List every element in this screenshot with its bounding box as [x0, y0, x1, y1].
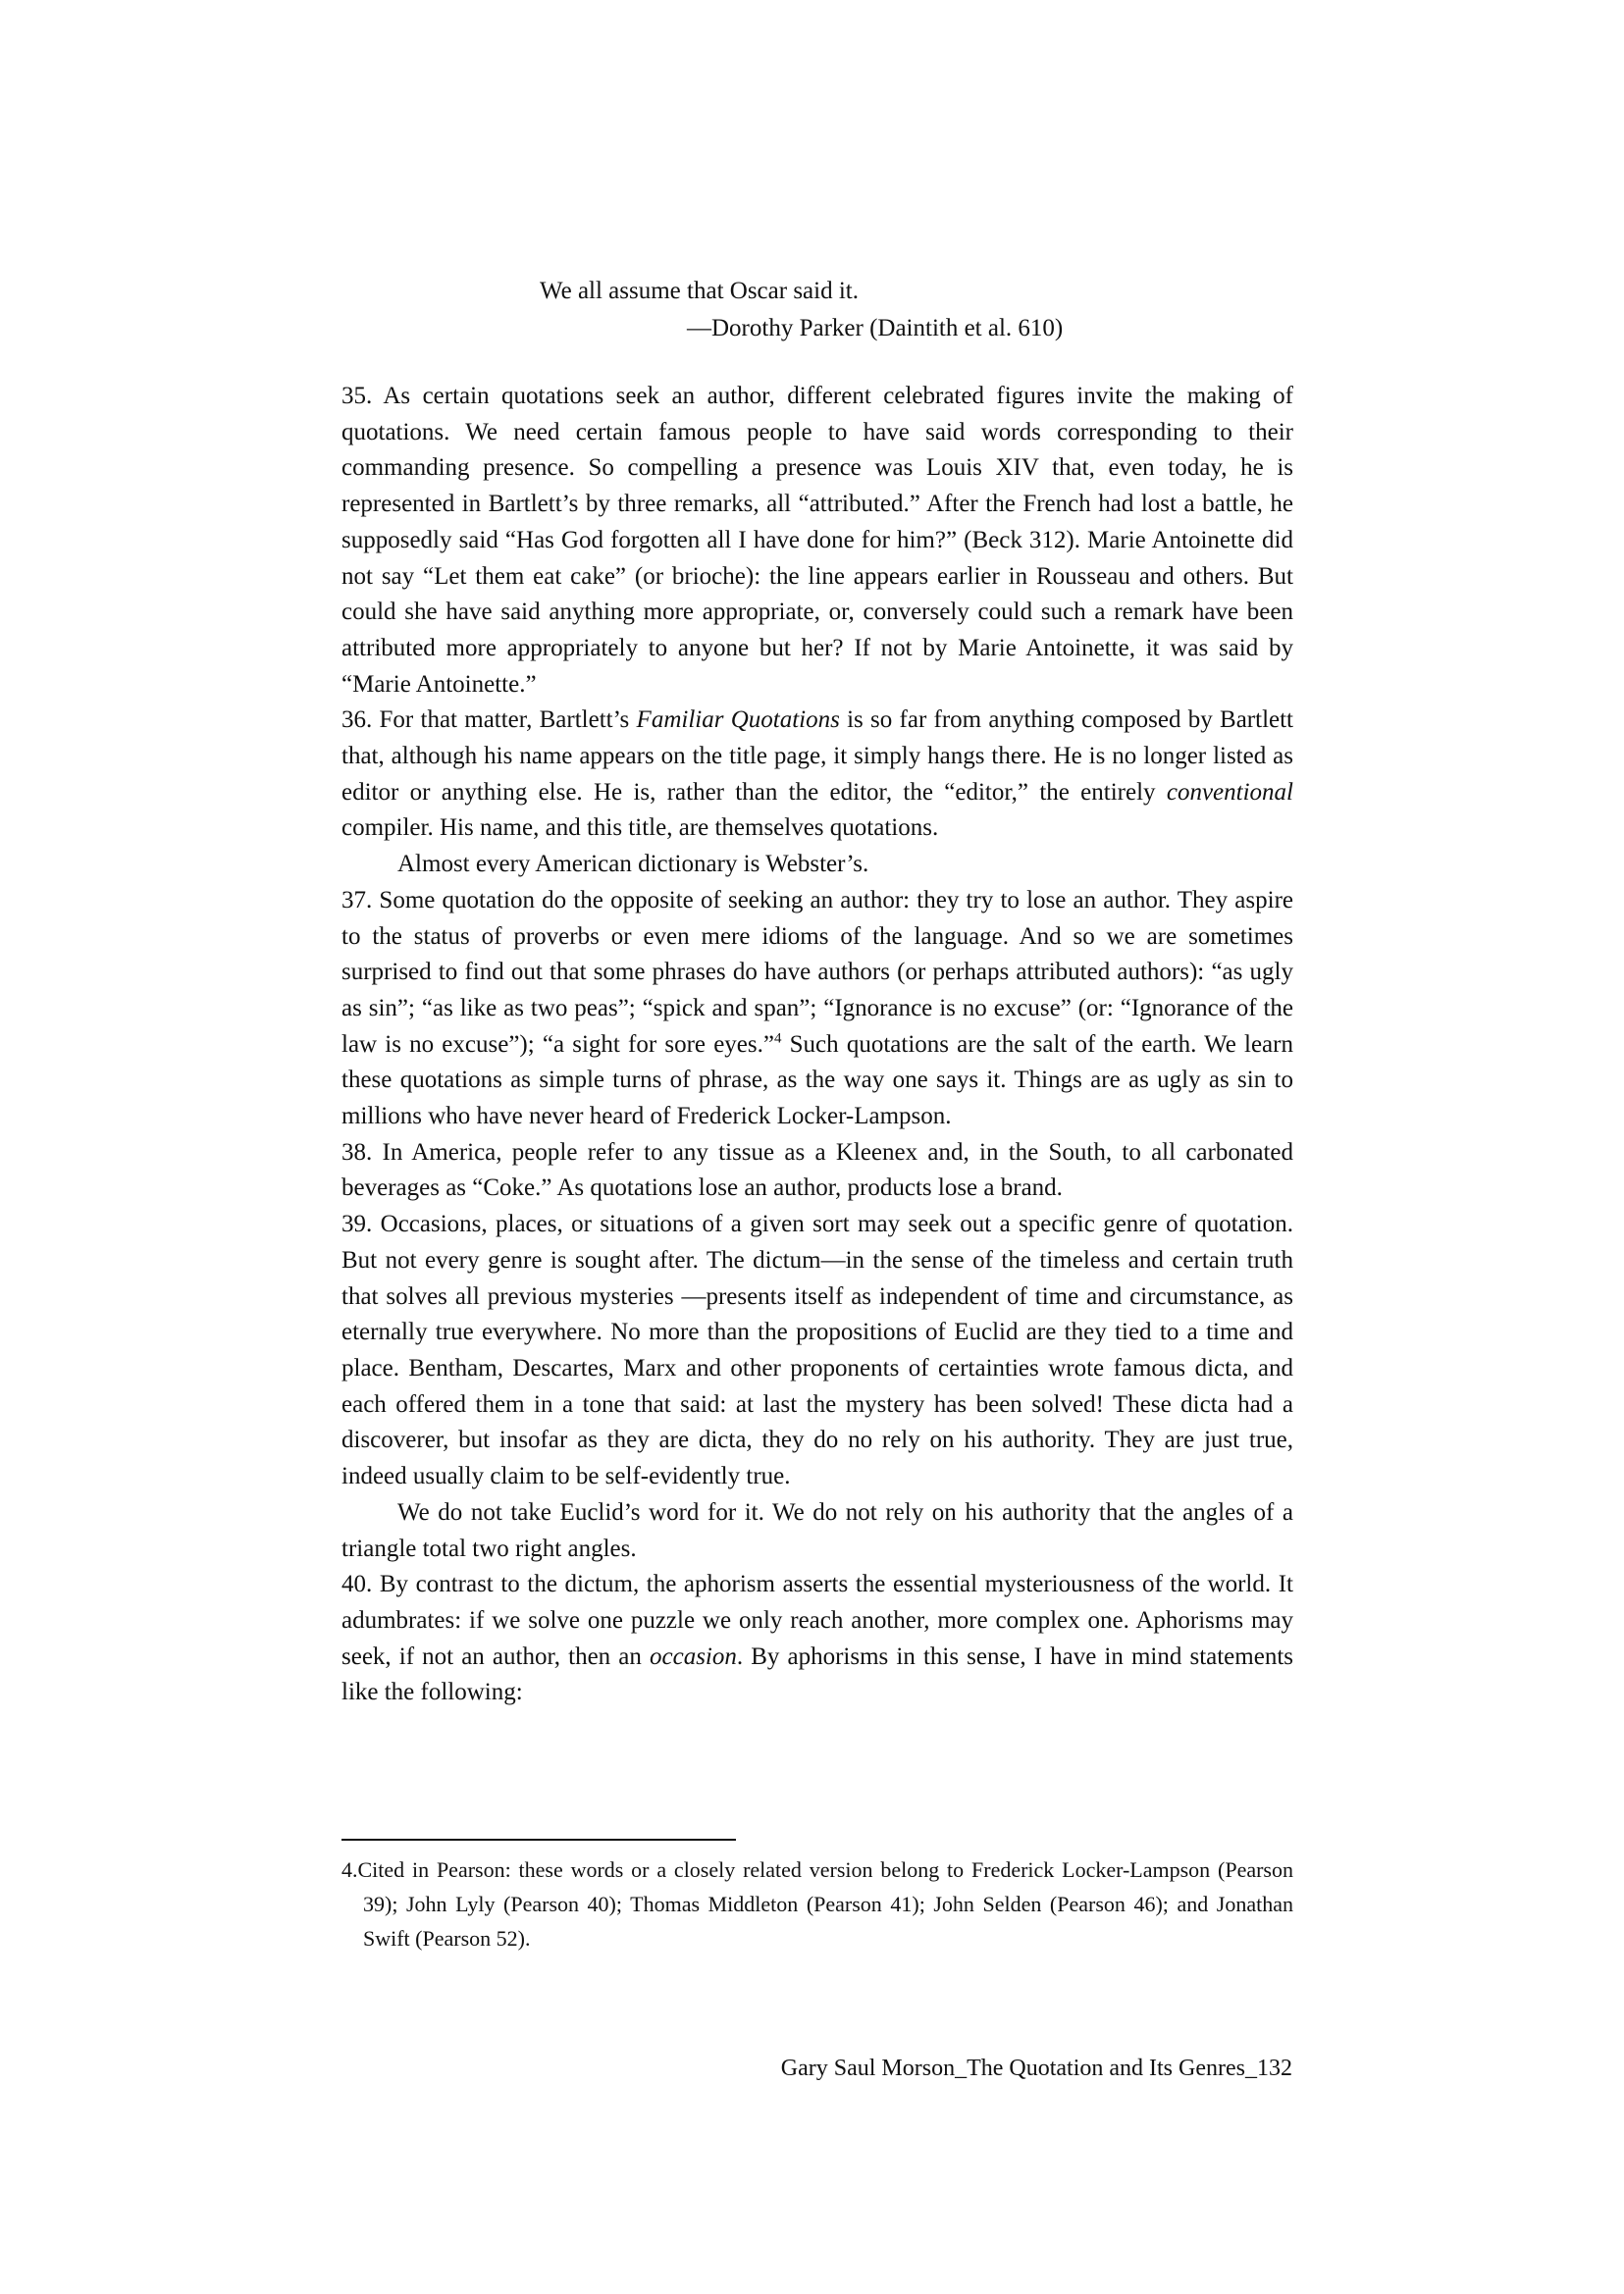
footnote-4: 4.Cited in Pearson: these words or a closely related version belong to Frederick Locker-Lampson (Pearson 39); John Lyly (Pearson 40); Thomas Middleton (Pearson 41); John Selden (Pearson 46); and Jonathan Swift (Pearson 52). [341, 1857, 1293, 1951]
paragraph-36-webster: Almost every American dictionary is Webster’s. [397, 851, 869, 878]
paragraph-35: 35. As certain quotations seek an author, different celebrated figures invite the making of quotations. We need certain famous people to have said words corresponding to their commanding presence. So compelling a presence was Louis XIV that, even today, he is represented in Bartlett’s by three remarks, all “attributed.” After the French had lost a battle, he supposedly said “Has God forgotten all I have done for him?” (Beck 312). Marie Antoinette did not say “Let them eat cake” (or brioche): the line appears earlier in Rousseau and others. But could she have said anything more appropriate, or, conversely could such a remark have been attributed more appropriately to anyone but her? If not by Marie Antoinette, it was said by “Marie Antoinette.” [341, 383, 1293, 698]
paragraph-40-text-b: . By aphorisms in this sense, I have in mind statements like the following: [341, 1642, 1293, 1706]
book-title: Familiar Quotations [636, 706, 840, 734]
paragraph-36 [341, 703, 1293, 847]
body-text [341, 379, 1293, 1711]
paragraph-36-text-a: 36. For that matter, Bartlett’s [341, 706, 637, 734]
footnote-marker[interactable]: 4 [773, 1030, 782, 1047]
paragraph-39-euclid: We do not take Euclid’s word for it. We do not rely on his authority that the angles of a triangle total two right angles. [341, 1498, 1293, 1562]
paragraph-37 [341, 883, 1293, 1135]
paragraph-39: 39. Occasions, places, or situations of a given sort may seek out a specific genre of quotation. But not every genre is sought after. The dictum—in the sense of the timeless and certain truth that solves all previous mysteries —presents itself as independent of time and circumstance, as eternally true everywhere. No more than the propositions of Euclid are they tied to a time and place. Bentham, Descartes, Marx and other proponents of certainties wrote famous dicta, and each offered them in a tone that said: at last the mystery has been solved! These dicta had a discoverer, but insofar as they are dicta, they do no rely on his authority. They are just true, indeed usually claim to be self-evidently true. [341, 1211, 1293, 1490]
paragraph-37-text-a: 37. Some quotation do the opposite of seeking an author: they try to lose an author. They aspire to the status of proverbs or even mere idioms of the language. And so we are sometimes surprised to find out that some phrases do have authors (or perhaps attributed authors): “as ugly as sin”; “as like as two peas”; “spick and span”; “Ignorance is no excuse” (or: “Ignorance of the law is no excuse”); “a sight for sore eyes.” [341, 886, 1293, 1058]
running-footer: Gary Saul Morson_The Quotation and Its Genres_132 [780, 2056, 1292, 2081]
epigraph [540, 273, 1246, 347]
paragraph-40 [341, 1567, 1293, 1711]
paragraph-36-text-c: compiler. His name, and this title, are themselves quotations. [341, 814, 939, 842]
footnote-divider [341, 1839, 736, 1841]
paragraph-38: 38. In America, people refer to any tissue as a Kleenex and, in the South, to all carbonated beverages as “Coke.” As quotations lose an author, products lose a brand. [341, 1138, 1293, 1202]
emphasis-conventional: conventional [1166, 778, 1293, 806]
paragraph-37-text-b: Such quotations are the salt of the earth. We learn these quotations as simple turns of phrase, as the way one says it. Things are as ugly as sin to millions who have never heard of Frederick Locker-Lampson. [341, 1030, 1293, 1130]
paragraph-36-text-b: is so far from anything composed by Bartlett that, although his name appears on the title page, it simply hangs there. He is no longer listed as editor or anything else. He is, rather than the editor, the “editor,” the entirely [341, 706, 1294, 806]
emphasis-occasion: occasion [650, 1642, 737, 1670]
paragraph-40-text-a: 40. By contrast to the dictum, the aphorism asserts the essential mysteriousness of the world. It adumbrates: if we solve one puzzle we only reach another, more complex one. Aphorisms may seek, if not an author, then an [341, 1571, 1293, 1670]
epigraph-attribution: —Dorothy Parker (Daintith et al. 610) [687, 315, 1064, 341]
epigraph-quote: We all assume that Oscar said it. [540, 278, 859, 304]
